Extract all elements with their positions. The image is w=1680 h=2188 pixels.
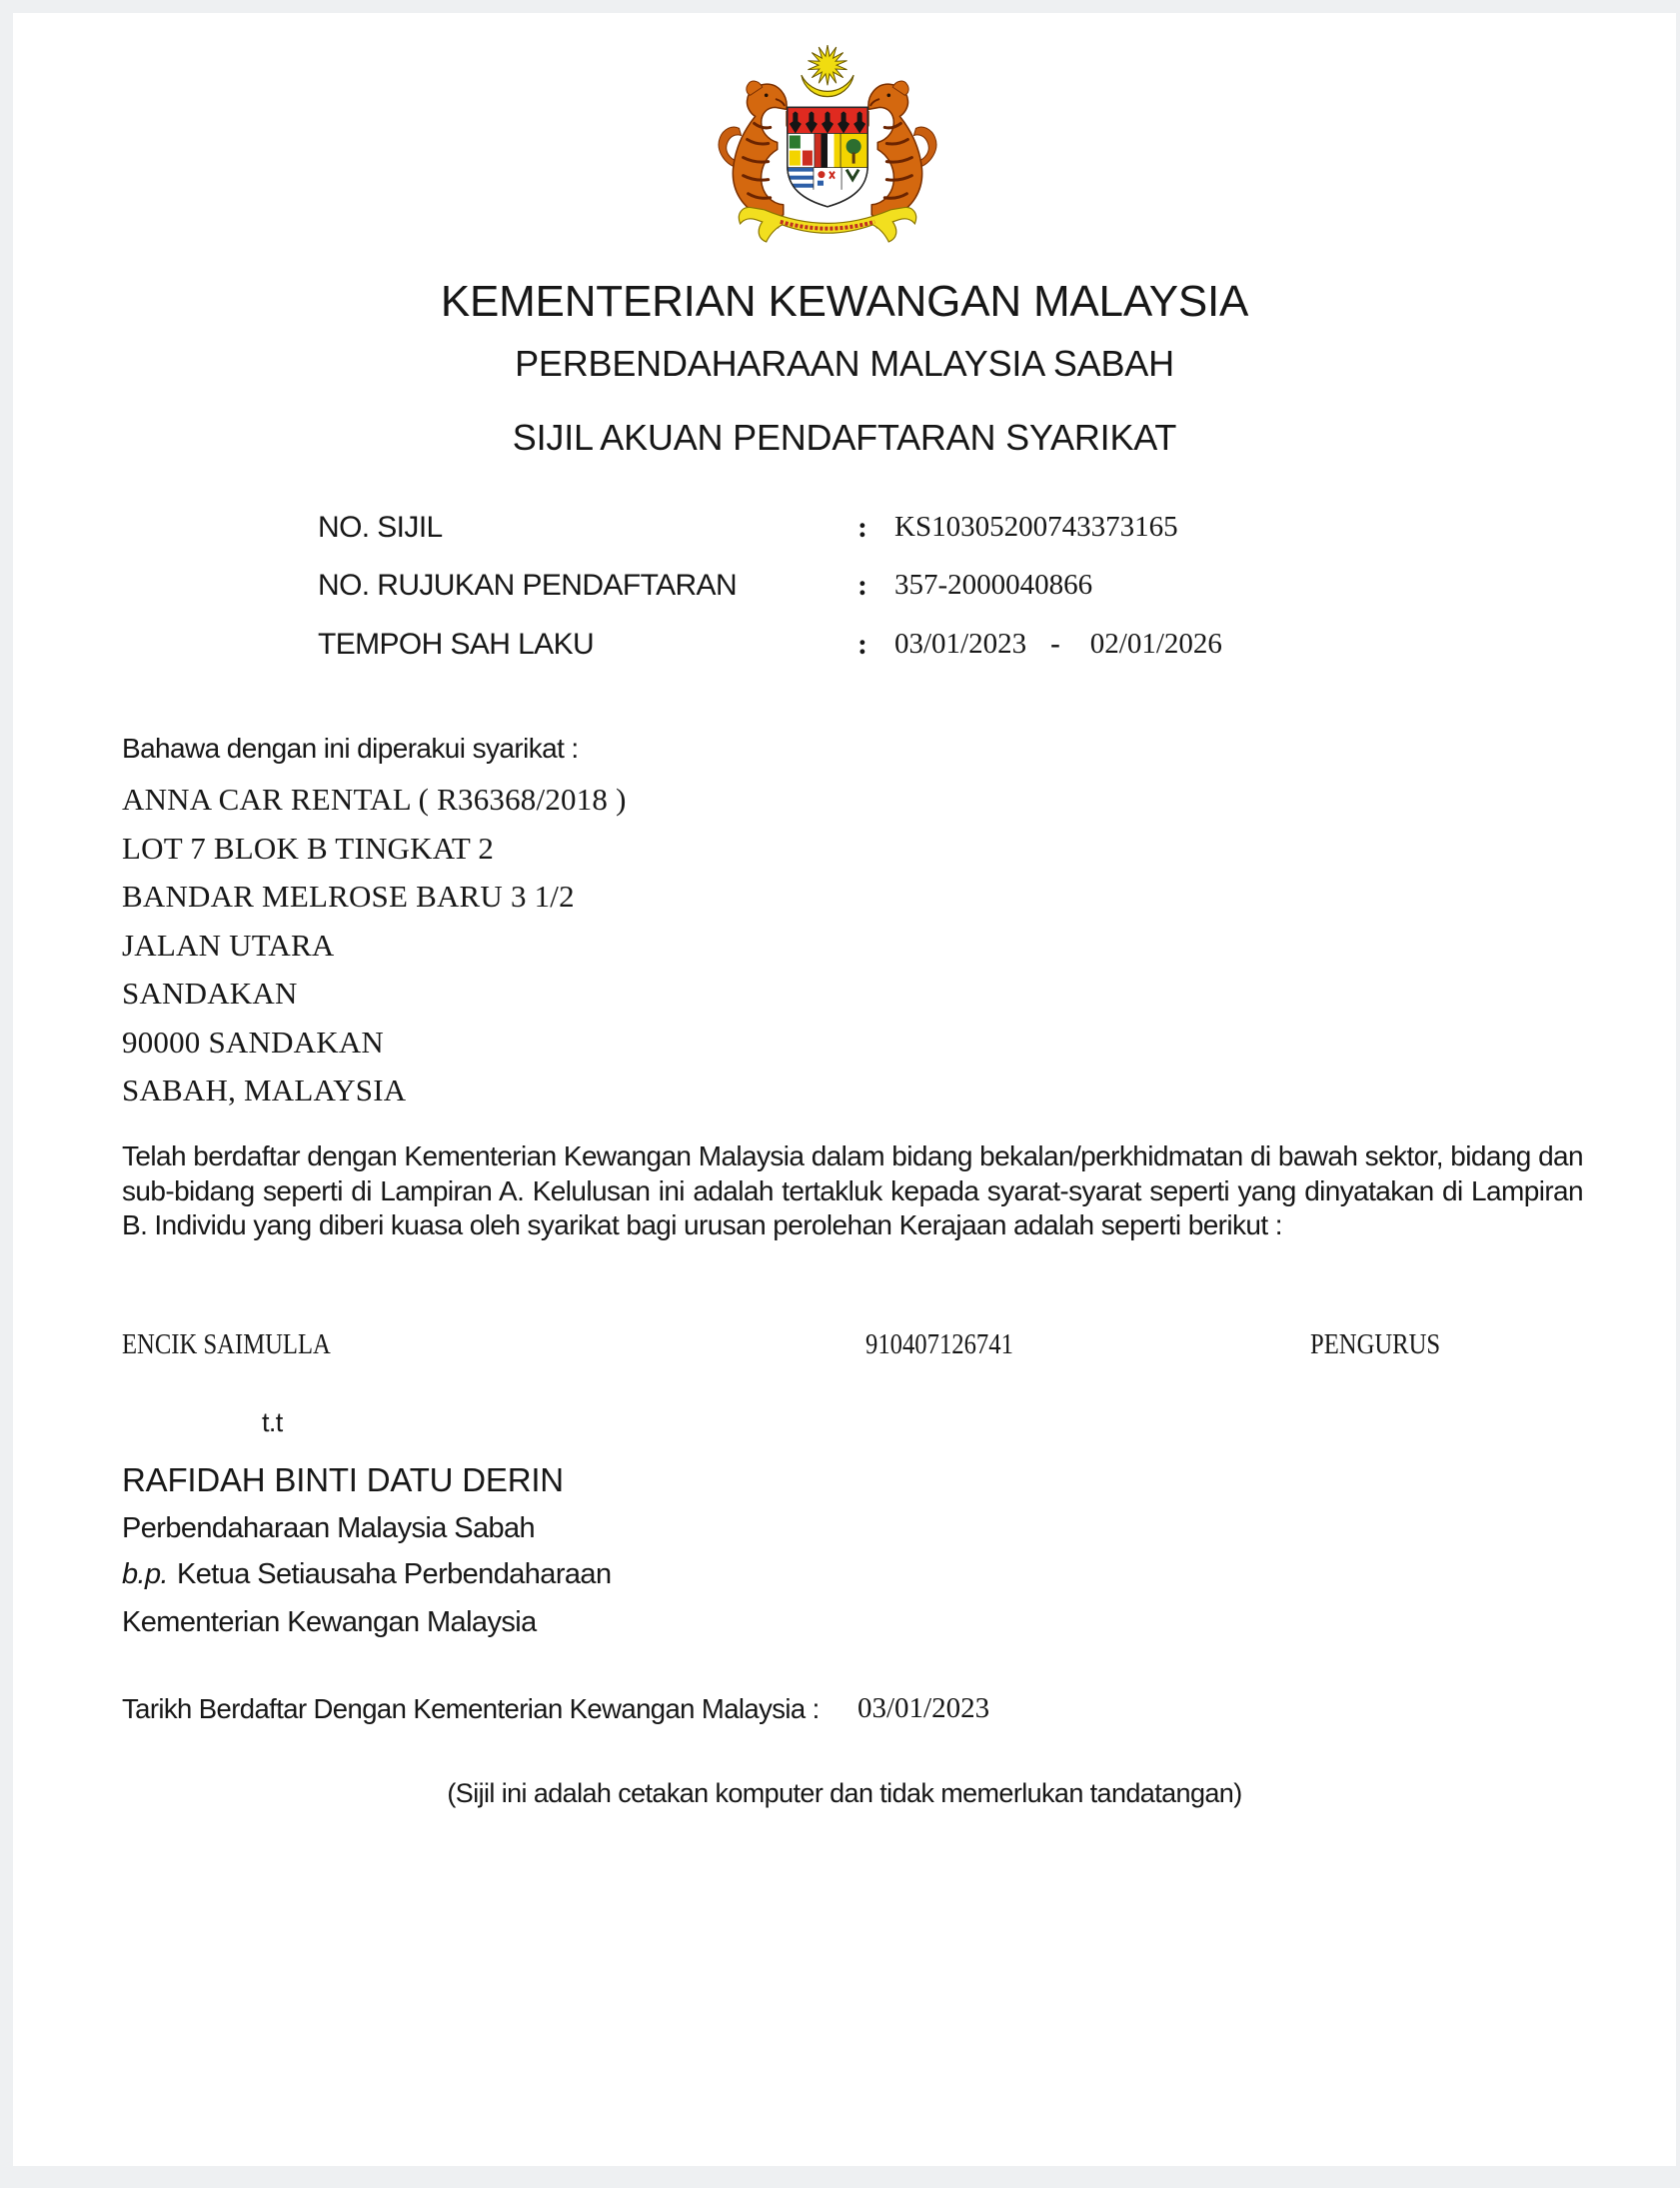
company-name: ANNA CAR RENTAL ( R36368/2018 ) <box>122 782 627 817</box>
ref-no-label: NO. RUJUKAN PENDAFTARAN <box>318 569 738 602</box>
certificate-title: SIJIL AKUAN PENDAFTARAN SYARIKAT <box>512 417 1177 458</box>
federal-star-icon <box>808 45 846 85</box>
tt-mark: t.t <box>262 1407 283 1437</box>
address-line: 90000 SANDAKAN <box>122 1024 385 1060</box>
ministry-title: KEMENTERIAN KEWANGAN MALAYSIA <box>440 277 1249 326</box>
certificate-page <box>13 13 1676 2166</box>
authorized-person-ic: 910407126741 <box>865 1328 1013 1360</box>
address-line: BANDAR MELROSE BARU 3 1/2 <box>122 879 575 914</box>
treasury-subtitle: PERBENDAHARAAN MALAYSIA SABAH <box>515 343 1174 384</box>
cert-no-value: KS10305200743373165 <box>894 511 1178 543</box>
bp-prefix: b.p. <box>122 1558 168 1590</box>
validity-to: 02/01/2026 <box>1089 628 1222 660</box>
malaysia-coat-of-arms <box>702 37 953 250</box>
validity-from: 03/01/2023 <box>894 628 1027 660</box>
authorized-person-name: ENCIK SAIMULLA <box>122 1328 331 1360</box>
company-block <box>122 776 627 1115</box>
validity-dash: - <box>1050 628 1060 660</box>
address-line: SANDAKAN <box>122 976 298 1011</box>
registration-date-label: Tarikh Berdaftar Dengan Kementerian Kewangan Malaysia : <box>122 1693 820 1724</box>
signatory-ministry: Kementerian Kewangan Malaysia <box>122 1606 537 1638</box>
validity-label: TEMPOH SAH LAKU <box>318 628 595 661</box>
address-line: SABAH, MALAYSIA <box>122 1073 407 1107</box>
authorized-person-position: PENGURUS <box>1310 1328 1441 1360</box>
address-line: LOT 7 BLOK B TINGKAT 2 <box>122 830 495 866</box>
ref-no-colon: : <box>857 569 867 602</box>
cert-no-colon: : <box>857 511 867 544</box>
address-line: JALAN UTARA <box>122 927 335 963</box>
shield-quarters <box>788 107 867 189</box>
intro-line: Bahawa dengan ini diperakui syarikat : <box>122 733 579 764</box>
body-paragraph: Telah berdaftar dengan Kementerian Kewangan Malaysia dalam bidang bekalan/perkhidmatan di bawah sektor, bidang dan sub-bidang seperti di Lampiran A. Kelulusan ini adalah tertakluk kepada syarat-syarat seperti yang dinyatakan di Lampiran B. Individu yang diberi kuasa oleh syarikat bagi urusan perolehan Kerajaan adalah seperti berikut : <box>122 1140 1583 1241</box>
motto-banner <box>739 207 915 241</box>
cert-no-label: NO. SIJIL <box>318 511 443 544</box>
signatory-name: RAFIDAH BINTI DATU DERIN <box>122 1461 564 1498</box>
signatory-office: Perbendaharaan Malaysia Sabah <box>122 1512 536 1544</box>
footer-note: (Sijil ini adalah cetakan komputer dan tidak memerlukan tandatangan) <box>447 1778 1242 1808</box>
validity-colon: : <box>857 628 867 661</box>
registration-date-value: 03/01/2023 <box>857 1692 990 1724</box>
signatory-authority: b.p. Ketua Setiausaha Perbendaharaan <box>122 1558 612 1590</box>
ref-no-value: 357-2000040866 <box>894 569 1093 601</box>
validity-value <box>894 628 1222 661</box>
